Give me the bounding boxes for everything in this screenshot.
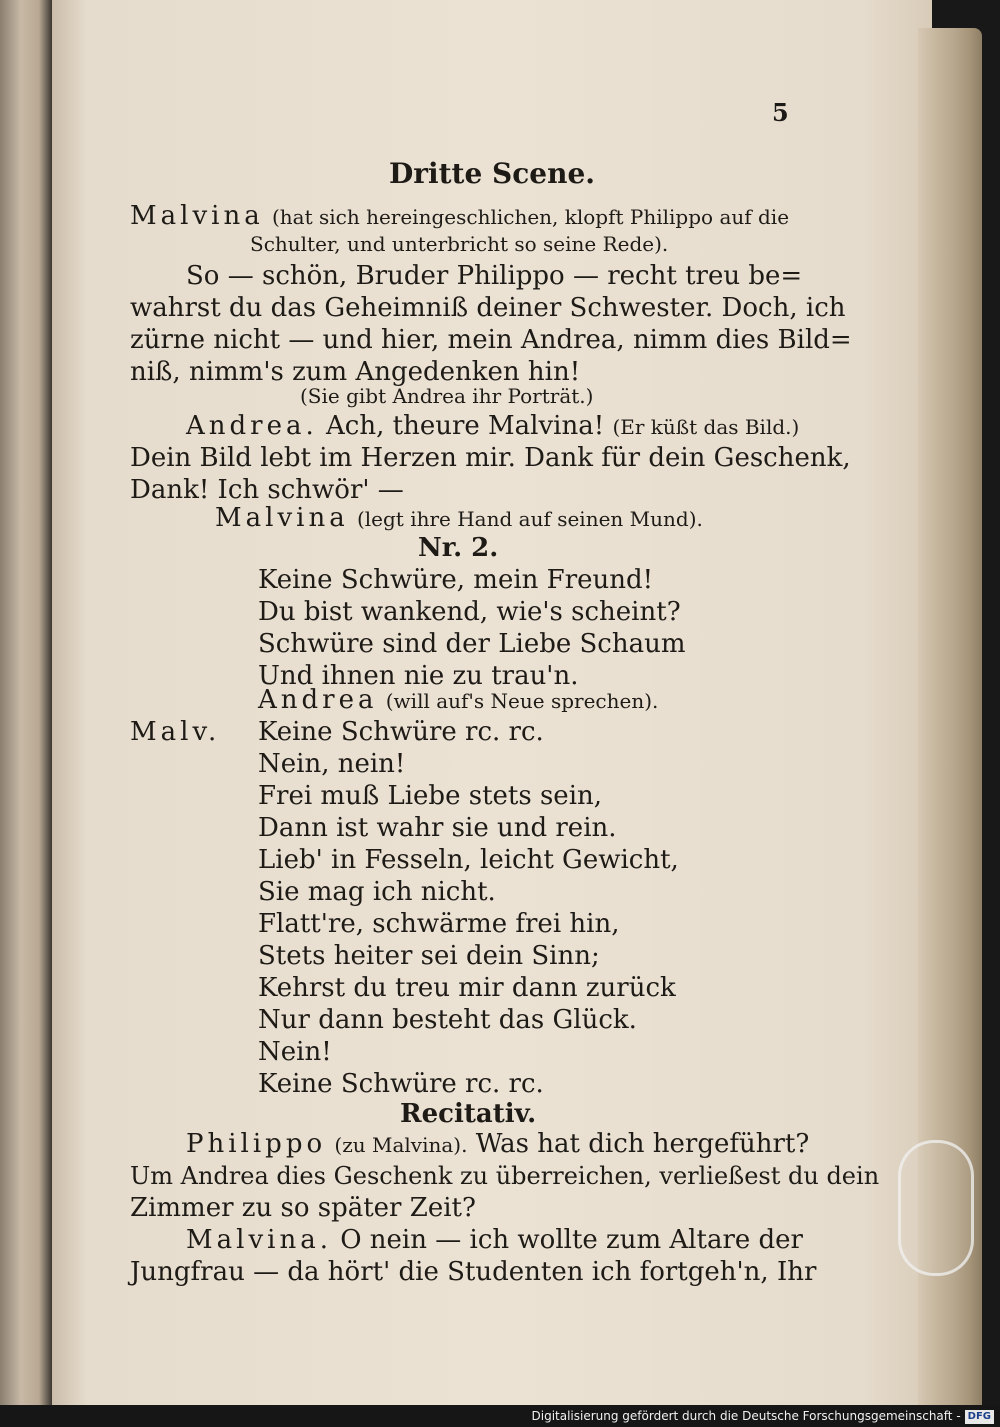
speaker-malv: Malv.: [130, 717, 221, 747]
paper-clip: [898, 1140, 974, 1276]
number-heading: Nr. 2.: [418, 533, 499, 563]
song-line: Frei muß Liebe stets sein,: [258, 781, 603, 811]
song-line: Du bist wankend, wie's scheint?: [258, 597, 681, 627]
andrea-direction: [258, 684, 658, 717]
song-line: Nein, nein!: [258, 749, 406, 779]
song-line: Keine Schwüre rc. rc.: [258, 1069, 544, 1099]
speech-line: zürne nicht — und hier, mein Andrea, nimm dies Bild=: [130, 325, 852, 355]
song-line: Flatt're, schwärme frei hin,: [258, 909, 620, 939]
speaker-malvina: Malvina.: [186, 1225, 332, 1255]
speech-line: wahrst du das Geheimniß deiner Schwester. Doch, ich: [130, 293, 846, 323]
song-line: Lieb' in Fesseln, leicht Gewicht,: [258, 845, 679, 875]
malvina-direction: [215, 502, 703, 535]
malvina-line: [186, 1224, 803, 1256]
song-line: Keine Schwüre rc. rc.: [258, 717, 544, 747]
stage-direction-portrait: (Sie gibt Andrea ihr Porträt.): [300, 384, 594, 408]
speech-line: Jungfrau — da hört' die Studenten ich fortgeh'n, Ihr: [130, 1257, 817, 1287]
page-number: 5: [772, 98, 789, 127]
dfg-logo: DFG: [965, 1410, 994, 1424]
song-line: Keine Schwüre, mein Freund!: [258, 565, 654, 595]
song-line: Und ihnen nie zu trau'n.: [258, 661, 579, 691]
stage-direction-cont: Schulter, und unterbricht so seine Rede).: [250, 232, 669, 256]
speech-line: niß, nimm's zum Angedenken hin!: [130, 357, 581, 387]
left-page-edge: [0, 0, 52, 1405]
speech-text: O nein — ich wollte zum Altare der: [340, 1225, 803, 1255]
song-line: Schwüre sind der Liebe Schaum: [258, 629, 686, 659]
stage-direction: (zu Malvina).: [334, 1133, 468, 1157]
speaker-malvina: Malvina: [130, 201, 264, 231]
footer-bar: [0, 1405, 1000, 1427]
speaker-malvina: Malvina: [215, 503, 349, 533]
speaker-andrea: Andrea: [258, 685, 378, 715]
stage-direction: (Er küßt das Bild.): [612, 415, 800, 439]
song-line: Stets heiter sei dein Sinn;: [258, 941, 600, 971]
song-line: Kehrst du treu mir dann zurück: [258, 973, 676, 1003]
andrea-line: [186, 410, 799, 443]
recitativ-heading: Recitativ.: [400, 1099, 537, 1129]
speaker-philippo: Philippo: [186, 1129, 327, 1159]
speech-line: Dank! Ich schwör' —: [130, 475, 404, 505]
stage-direction: (hat sich hereingeschlichen, klopft Philippo auf die: [271, 205, 790, 229]
speech-line: Dein Bild lebt im Herzen mir. Dank für dein Geschenk,: [130, 443, 851, 473]
speech-line: So — schön, Bruder Philippo — recht treu be=: [186, 261, 803, 291]
song-line: Nein!: [258, 1037, 332, 1067]
philippo-line: [186, 1128, 809, 1161]
song-line: Dann ist wahr sie und rein.: [258, 813, 617, 843]
stage-direction: (legt ihre Hand auf seinen Mund).: [356, 507, 703, 531]
song-line: Nur dann besteht das Glück.: [258, 1005, 637, 1035]
speaker-andrea: Andrea.: [186, 411, 318, 441]
stage-direction: (will auf's Neue sprechen).: [385, 689, 659, 713]
scene-title: Dritte Scene.: [388, 157, 596, 190]
speech-text: Was hat dich hergeführt?: [475, 1129, 810, 1159]
speech-line: Zimmer zu so später Zeit?: [130, 1193, 476, 1223]
speech-text: Ach, theure Malvina!: [326, 411, 605, 441]
song-line: Sie mag ich nicht.: [258, 877, 496, 907]
footer-text: Digitalisierung gefördert durch die Deutsche Forschungsgemeinschaft -: [531, 1409, 961, 1423]
speech-line: Um Andrea dies Geschenk zu überreichen, verließest du dein: [130, 1162, 880, 1190]
